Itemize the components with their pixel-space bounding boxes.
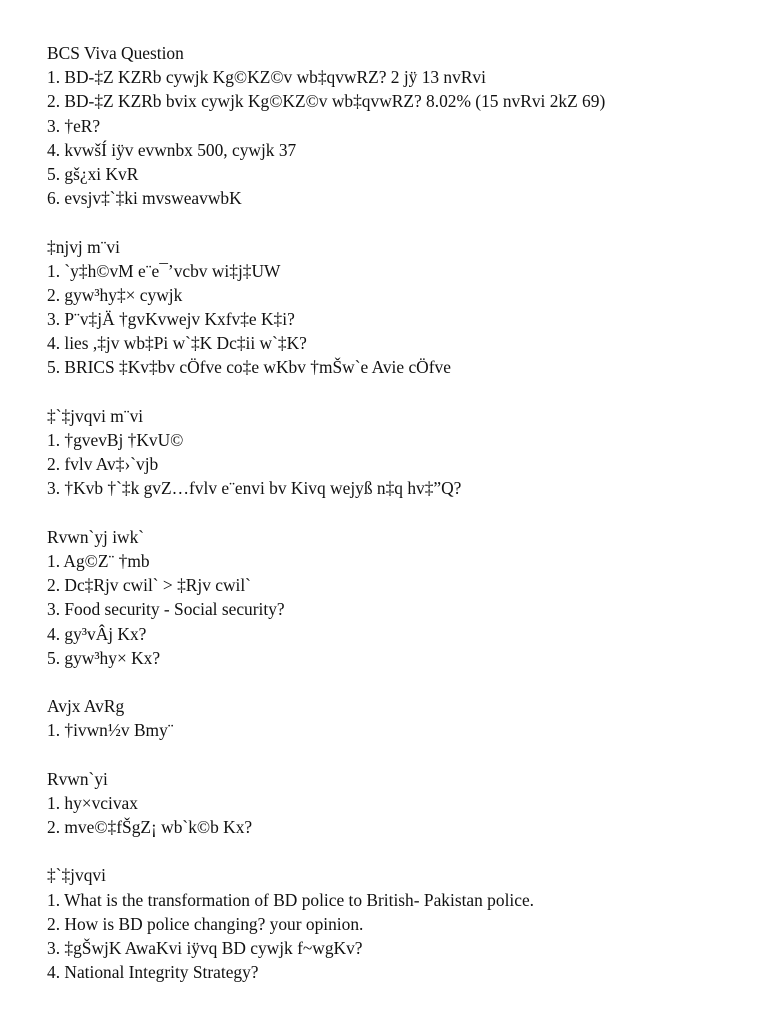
section-heading: ‡njvj m¨vi [47,236,120,257]
question-item: 3. Food security - Social security? [47,599,285,620]
question-item: 2. gyw³hy‡× cywjk [47,284,183,305]
section-heading: ‡`‡jvqvi [47,865,106,886]
question-item: 1. `y‡h©vM e¨e¯’vcbv wi‡j‡UW [47,260,281,281]
question-item: 1. †ivwn½v Bmy¨ [47,720,174,741]
question-item: 2. fvlv Av‡›`vjb [47,454,159,475]
section-heading: BCS Viva Question [47,43,184,63]
question-item: 2. mve©‡fŠgZ¡ wb`k©b Kx? [47,817,253,837]
question-item: 1. Ag©Z¨ †mb [47,550,150,571]
section-heading: Rvwn`yj iwk` [47,526,145,547]
question-section [47,767,757,840]
question-item: 1. What is the transformation of BD police to British- Pakistan police. [47,889,535,910]
question-item: 5. BRICS ‡Kv‡bv cÖfve co‡e wKbv †mŠw`e Avie cÖfve [47,357,451,378]
question-item: 1. †gvevBj †KvU© [47,430,184,450]
section-heading: Avjx AvRg [47,696,125,717]
question-item: 5. gš¿xi KvR [47,163,139,184]
section-heading: Rvwn`yi [47,768,108,789]
question-item: 1. hy×vcivax [47,792,138,813]
question-item: 2. Dc‡Rjv cwil` > ‡Rjv cwil` [47,575,251,596]
question-section [47,404,757,501]
section-heading: ‡`‡jvqvi m¨vi [47,405,144,426]
question-item: 3. ‡gŠwjK AwaKvi iÿvq BD cywjk f~wgKv? [47,937,363,958]
question-section [47,235,757,380]
question-item: 6. evsjv‡`‡ki mvsweavwbK [47,188,242,209]
question-section [47,525,757,670]
question-item: 2. BD-‡Z KZRb bvix cywjk Kg©KZ©v wb‡qvwRZ? 8.02% (15 nvRvi 2kZ 69) [47,91,606,112]
question-item: 4. kvwšÍ iÿv evwnbx 500, cywjk 37 [47,139,297,160]
question-section [47,41,757,210]
question-item: 3. †eR? [47,115,101,136]
question-item: 3. P¨v‡jÄ †gvKvwejv Kxfv‡e K‡i? [47,309,295,330]
question-section [47,863,757,984]
question-item: 4. lies ,‡jv wb‡Pi w`‡K Dc‡ii w`‡K? [47,333,307,354]
question-item: 4. National Integrity Strategy? [47,962,259,983]
question-item: 5. gyw³hy× Kx? [47,647,161,668]
question-section [47,694,757,742]
question-item: 1. BD-‡Z KZRb cywjk Kg©KZ©v wb‡qvwRZ? 2 jÿ 13 nvRvi [47,67,486,88]
question-item: 4. gy³vÂj Kx? [47,623,147,644]
question-item: 2. How is BD police changing? your opinion. [47,913,364,934]
document-page [47,41,757,1009]
question-item: 3. †Kvb †`‡k gvZ…fvlv e¨envi bv Kivq wejyß n‡q hv‡”Q? [47,478,462,499]
